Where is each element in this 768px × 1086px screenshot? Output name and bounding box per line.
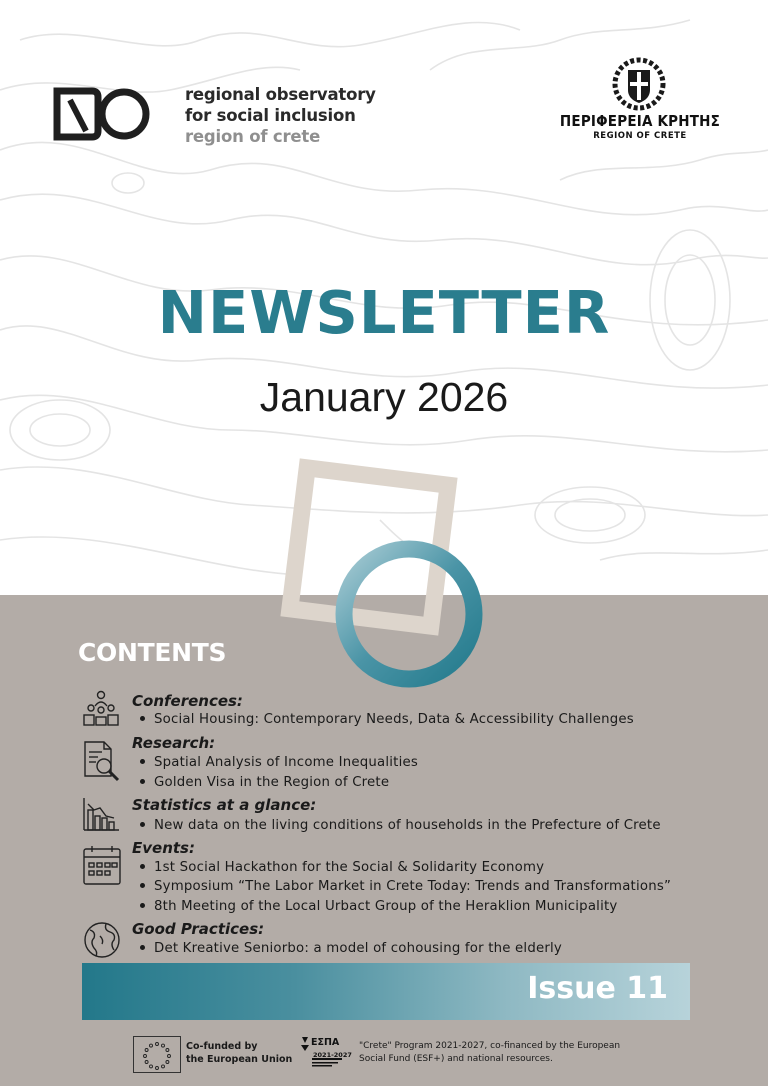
contents-item: [140, 775, 389, 790]
newsletter-title: NEWSLETTER: [157, 278, 611, 347]
region-english-name: REGION OF CRETE: [593, 131, 687, 141]
contents-item-text: Golden Visa in the Region of Crete: [154, 775, 390, 790]
contents-item-text: 8th Meeting of the Local Urbact Group of the Heraklion Municipality: [154, 899, 618, 914]
contents-item: [140, 899, 617, 914]
eu-flag-icon: [133, 1036, 181, 1073]
contents-item: [140, 712, 634, 727]
espa-years: 2021-2027: [313, 1051, 352, 1059]
issue-number: Issue 11: [527, 971, 668, 1006]
contents-item-text: Social Housing: Contemporary Needs, Data & Accessibility Challenges: [154, 712, 634, 727]
decorative-shapes: [270, 455, 500, 700]
section-title-good-practices: Good Practices:: [132, 920, 265, 938]
section-title-events: Events:: [132, 839, 195, 857]
eu-cofunded-text: [186, 1040, 292, 1066]
bullet-dot: [140, 864, 145, 869]
conference-icon: [82, 688, 120, 728]
contents-item-text: Symposium “The Labor Market in Crete Today: Trends and Transformations”: [154, 879, 672, 894]
section-title-conferences: Conferences:: [132, 692, 243, 710]
contents-item-text: 1st Social Hackathon for the Social & Solidarity Economy: [154, 860, 545, 875]
issue-date: January 2026: [259, 374, 509, 420]
contents-item: [140, 860, 544, 875]
contents-item-text: Spatial Analysis of Income Inequalities: [154, 755, 418, 770]
region-logo-text: [555, 112, 725, 141]
org-line-2: for social inclusion: [185, 106, 356, 125]
greek-emblem-icon: [609, 56, 669, 112]
contents-item: [140, 879, 671, 894]
eu-line-1: Co-funded by: [186, 1041, 258, 1052]
statistics-icon: [82, 796, 120, 832]
contents-item: [140, 941, 562, 956]
org-line-1: regional observatory: [185, 85, 376, 104]
globe-icon: [82, 920, 122, 960]
contents-item: [140, 755, 418, 770]
org-line-3: region of crete: [185, 127, 321, 146]
research-icon: [82, 740, 122, 782]
section-title-statistics: Statistics at a glance:: [132, 796, 317, 814]
bullet-dot: [140, 716, 145, 721]
eu-stars-icon: [134, 1037, 180, 1072]
bullet-dot: [140, 903, 145, 908]
espa-name: ΕΣΠΑ: [311, 1037, 340, 1048]
bullet-dot: [140, 822, 145, 827]
issue-banner: [82, 963, 690, 1020]
contents-item: [140, 818, 661, 833]
bullet-dot: [140, 779, 145, 784]
calendar-icon: [82, 844, 122, 886]
bullet-dot: [140, 945, 145, 950]
region-greek-name: ΠΕΡΙΦΕΡΕΙΑ ΚΡΗΤΗΣ: [559, 112, 721, 130]
organization-name: [185, 84, 376, 147]
contents-item-text: Det Kreative Seniorbo: a model of cohousing for the elderly: [154, 941, 562, 956]
funding-note: "Crete" Program 2021-2027, co-financed by the European Social Fund (ESF+) and national resources.: [359, 1041, 621, 1064]
contents-item-text: New data on the living conditions of households in the Prefecture of Crete: [154, 818, 661, 833]
bullet-dot: [140, 759, 145, 764]
observatory-logo: [52, 86, 152, 142]
section-title-research: Research:: [132, 734, 216, 752]
bullet-dot: [140, 883, 145, 888]
contents-heading: CONTENTS: [78, 638, 227, 667]
eu-line-2: the European Union: [186, 1054, 293, 1065]
